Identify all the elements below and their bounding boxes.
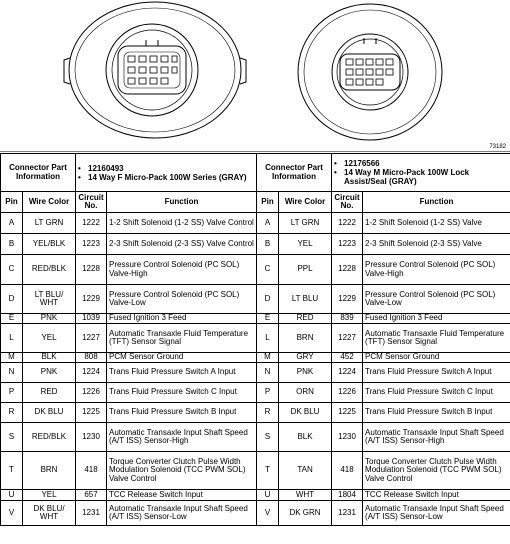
left-function: Automatic Transaxle Input Shaft Speed (A/T ISS) Sensor-Low: [107, 501, 257, 526]
wire-color-header: Wire Color: [279, 192, 332, 213]
table-row: [1, 501, 510, 526]
left-function: Automatic Transaxle Input Shaft Speed (A/T ISS) Sensor-High: [107, 423, 257, 452]
right-connector-spec: [332, 154, 510, 192]
right-function: Trans Fluid Pressure Switch A Input: [363, 363, 510, 383]
right-function: 1-2 Shift Solenoid (1-2 SS) Valve: [363, 213, 510, 234]
right-part-number: • 12176566: [334, 159, 508, 168]
left-wire-color: BRN: [23, 452, 76, 490]
right-pin: T: [257, 452, 279, 490]
left-circuit-no: 418: [76, 452, 107, 490]
left-wire-color: YEL: [23, 490, 76, 501]
table-row: [1, 213, 510, 234]
female-connector-cavities: [128, 56, 177, 84]
left-function: Trans Fluid Pressure Switch C Input: [107, 383, 257, 403]
right-function: Pressure Control Solenoid (PC SOL) Valve-Low: [363, 285, 510, 314]
table-row: [1, 314, 510, 324]
table-row: [1, 234, 510, 255]
left-function: Automatic Transaxle Fluid Temperature (TFT) Sensor Signal: [107, 324, 257, 353]
right-wire-color: LT GRN: [279, 213, 332, 234]
table-row: [1, 255, 510, 285]
right-wire-color: TAN: [279, 452, 332, 490]
column-header-row: [1, 192, 510, 213]
left-function: Torque Converter Clutch Pulse Width Modulation Solenoid (TCC PWM SOL) Valve Control: [107, 452, 257, 490]
pin-header: Pin: [257, 192, 279, 213]
table-row: [1, 403, 510, 423]
left-connector-info-label: Connector Part Information: [1, 154, 76, 192]
right-function: Trans Fluid Pressure Switch C Input: [363, 383, 510, 403]
pinout-table: [0, 153, 510, 526]
right-function: Automatic Transaxle Input Shaft Speed (A/T ISS) Sensor-Low: [363, 501, 510, 526]
left-function: 1-2 Shift Solenoid (1-2 SS) Valve Control: [107, 213, 257, 234]
right-wire-color: PPL: [279, 255, 332, 285]
left-pin: N: [1, 363, 23, 383]
left-circuit-no: 808: [76, 353, 107, 363]
left-pin: V: [1, 501, 23, 526]
right-pin: L: [257, 324, 279, 353]
right-pin: N: [257, 363, 279, 383]
right-circuit-no: 1223: [332, 234, 363, 255]
left-pin: E: [1, 314, 23, 324]
left-wire-color: DK BLU/ WHT: [23, 501, 76, 526]
right-wire-color: BRN: [279, 324, 332, 353]
left-circuit-no: 1230: [76, 423, 107, 452]
right-circuit-no: 1225: [332, 403, 363, 423]
right-circuit-no: 1222: [332, 213, 363, 234]
left-function: Trans Fluid Pressure Switch A Input: [107, 363, 257, 383]
right-function: Automatic Transaxle Input Shaft Speed (A/T ISS) Sensor-High: [363, 423, 510, 452]
table-row: [1, 353, 510, 363]
left-pin: U: [1, 490, 23, 501]
right-connector-description: • 14 Way M Micro-Pack 100W Lock Assist/Seal (GRAY): [334, 168, 508, 186]
left-wire-color: BLK: [23, 353, 76, 363]
left-pin: L: [1, 324, 23, 353]
left-circuit-no: 1039: [76, 314, 107, 324]
circuit-no-header: Circuit No.: [76, 192, 107, 213]
right-pin: P: [257, 383, 279, 403]
right-connector-info-label: Connector Part Information: [257, 154, 332, 192]
left-wire-color: RED: [23, 383, 76, 403]
right-pin: D: [257, 285, 279, 314]
right-wire-color: GRY: [279, 353, 332, 363]
right-wire-color: RED: [279, 314, 332, 324]
left-function: PCM Sensor Ground: [107, 353, 257, 363]
left-circuit-no: 1224: [76, 363, 107, 383]
right-function: PCM Sensor Ground: [363, 353, 510, 363]
left-connector-spec: [76, 154, 257, 192]
left-circuit-no: 1222: [76, 213, 107, 234]
right-function: TCC Release Switch Input: [363, 490, 510, 501]
table-row: [1, 324, 510, 353]
left-pin: S: [1, 423, 23, 452]
right-wire-color: PNK: [279, 363, 332, 383]
right-wire-color: DK GRN: [279, 501, 332, 526]
function-header: Function: [107, 192, 257, 213]
left-circuit-no: 1228: [76, 255, 107, 285]
left-function: TCC Release Switch Input: [107, 490, 257, 501]
left-pin: R: [1, 403, 23, 423]
right-pin: B: [257, 234, 279, 255]
right-wire-color: LT BLU: [279, 285, 332, 314]
left-circuit-no: 1226: [76, 383, 107, 403]
table-row: [1, 363, 510, 383]
left-function: 2-3 Shift Solenoid (2-3 SS) Valve Control: [107, 234, 257, 255]
female-connector-drawing: [64, 2, 246, 138]
left-function: Pressure Control Solenoid (PC SOL) Valve-High: [107, 255, 257, 285]
right-function: Automatic Transaxle Fluid Temperature (TFT) Sensor Signal: [363, 324, 510, 353]
right-function: Pressure Control Solenoid (PC SOL) Valve-High: [363, 255, 510, 285]
right-pin: E: [257, 314, 279, 324]
left-pin: P: [1, 383, 23, 403]
right-circuit-no: 1229: [332, 285, 363, 314]
right-function: Trans Fluid Pressure Switch B Input: [363, 403, 510, 423]
left-circuit-no: 1223: [76, 234, 107, 255]
table-row: [1, 285, 510, 314]
right-wire-color: YEL: [279, 234, 332, 255]
left-pin: D: [1, 285, 23, 314]
right-circuit-no: 1231: [332, 501, 363, 526]
table-row: [1, 423, 510, 452]
right-circuit-no: 1227: [332, 324, 363, 353]
right-circuit-no: 1226: [332, 383, 363, 403]
left-wire-color: DK BLU: [23, 403, 76, 423]
right-wire-color: WHT: [279, 490, 332, 501]
left-wire-color: LT GRN: [23, 213, 76, 234]
left-pin: C: [1, 255, 23, 285]
right-pin: C: [257, 255, 279, 285]
left-function: Trans Fluid Pressure Switch B Input: [107, 403, 257, 423]
connector-info-row: [1, 154, 510, 192]
left-wire-color: PNK: [23, 314, 76, 324]
left-function: Pressure Control Solenoid (PC SOL) Valve-Low: [107, 285, 257, 314]
right-wire-color: ORN: [279, 383, 332, 403]
left-pin: M: [1, 353, 23, 363]
function-header: Function: [363, 192, 510, 213]
right-pin: U: [257, 490, 279, 501]
right-circuit-no: 1224: [332, 363, 363, 383]
right-pin: R: [257, 403, 279, 423]
right-function: Fused Ignition 3 Feed: [363, 314, 510, 324]
table-row: [1, 383, 510, 403]
right-wire-color: DK BLU: [279, 403, 332, 423]
right-wire-color: BLK: [279, 423, 332, 452]
table-row: [1, 490, 510, 501]
left-circuit-no: 1225: [76, 403, 107, 423]
figure-id: 73182: [489, 144, 506, 150]
right-circuit-no: 1230: [332, 423, 363, 452]
left-wire-color: LT BLU/ WHT: [23, 285, 76, 314]
left-circuit-no: 657: [76, 490, 107, 501]
connector-diagrams: [0, 0, 510, 152]
right-function: Torque Converter Clutch Pulse Width Modulation Solenoid (TCC PWM SOL) Valve Control: [363, 452, 510, 490]
right-function: 2-3 Shift Solenoid (2-3 SS) Valve: [363, 234, 510, 255]
left-circuit-no: 1231: [76, 501, 107, 526]
left-part-number: • 12160493: [78, 164, 254, 173]
left-wire-color: YEL: [23, 324, 76, 353]
left-circuit-no: 1227: [76, 324, 107, 353]
left-function: Fused Ignition 3 Feed: [107, 314, 257, 324]
right-pin: V: [257, 501, 279, 526]
right-circuit-no: 1804: [332, 490, 363, 501]
right-pin: S: [257, 423, 279, 452]
right-circuit-no: 839: [332, 314, 363, 324]
male-connector-pins: [346, 59, 393, 85]
right-circuit-no: 1228: [332, 255, 363, 285]
left-wire-color: RED/BLK: [23, 423, 76, 452]
left-wire-color: PNK: [23, 363, 76, 383]
left-pin: A: [1, 213, 23, 234]
left-wire-color: YEL/BLK: [23, 234, 76, 255]
right-pin: M: [257, 353, 279, 363]
left-wire-color: RED/BLK: [23, 255, 76, 285]
right-pin: A: [257, 213, 279, 234]
pin-header: Pin: [1, 192, 23, 213]
left-pin: B: [1, 234, 23, 255]
left-circuit-no: 1229: [76, 285, 107, 314]
left-pin: T: [1, 452, 23, 490]
male-connector-drawing: [298, 4, 442, 140]
right-circuit-no: 418: [332, 452, 363, 490]
left-connector-description: • 14 Way F Micro-Pack 100W Series (GRAY): [78, 173, 254, 182]
wire-color-header: Wire Color: [23, 192, 76, 213]
circuit-no-header: Circuit No.: [332, 192, 363, 213]
right-circuit-no: 452: [332, 353, 363, 363]
table-row: [1, 452, 510, 490]
